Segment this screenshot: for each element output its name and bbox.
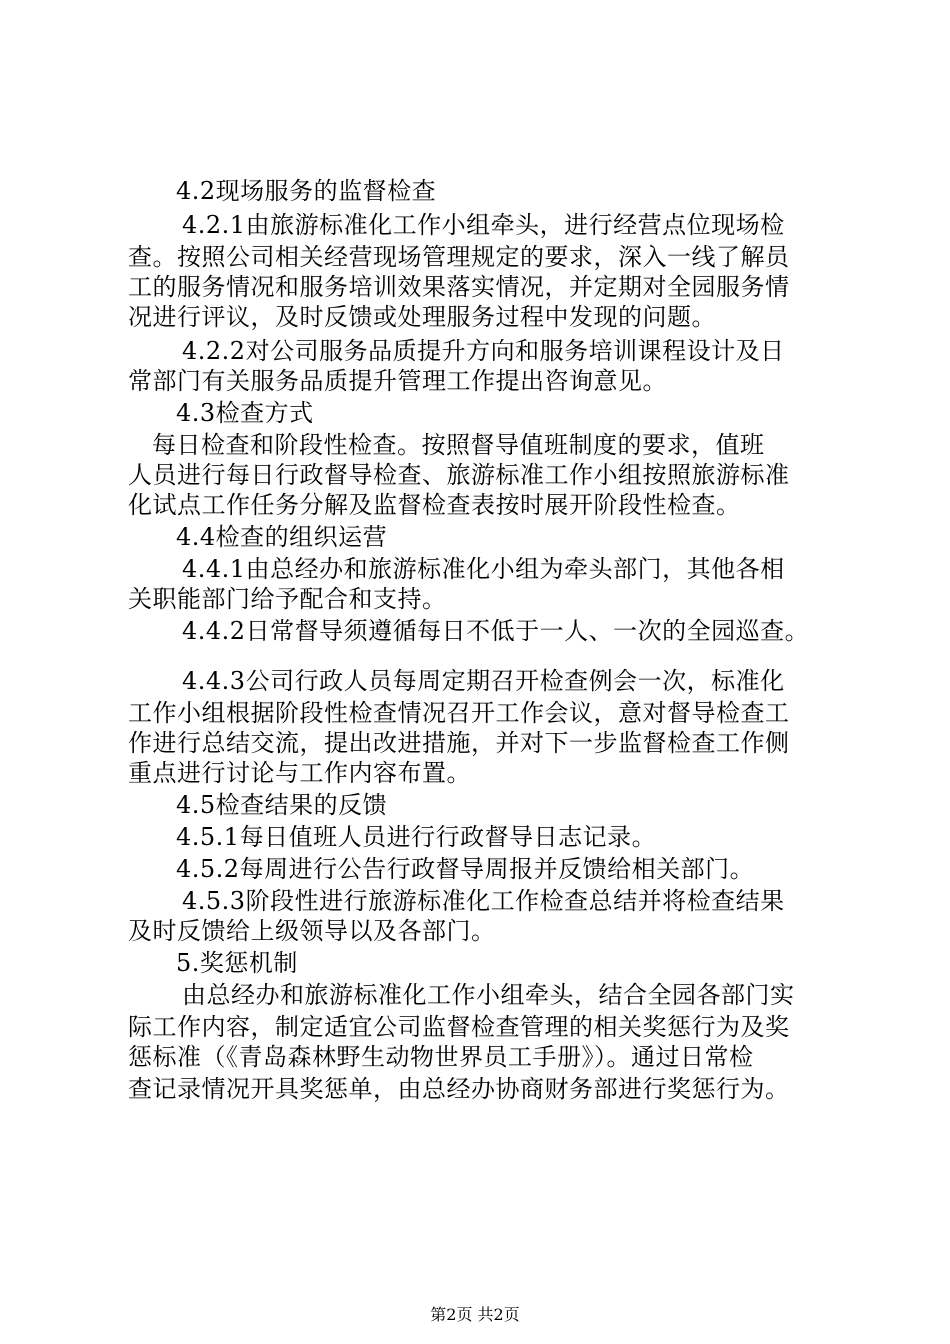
text-line: 化试点工作任务分解及监督检查表按时展开阶段性检查。 [128, 491, 741, 519]
text-line: 4.3检查方式 [176, 399, 314, 427]
text-line: 及时反馈给上级领导以及各部门。 [128, 917, 496, 945]
text-line: 况进行评议，及时反馈或处理服务过程中发现的问题。 [128, 303, 716, 331]
text-line: 际工作内容，制定适宜公司监督检查管理的相关奖惩行为及奖 [128, 1013, 790, 1041]
text-line: 由总经办和旅游标准化工作小组牵头，结合全园各部门实 [182, 981, 795, 1009]
text-line: 4.2.1由旅游标准化工作小组牵头，进行经营点位现场检 [182, 211, 785, 239]
text-line: 常部门有关服务品质提升管理工作提出咨询意见。 [128, 367, 667, 395]
text-line: 5.奖惩机制 [176, 949, 298, 977]
text-line: 4.4.3公司行政人员每周定期召开检查例会一次，标准化 [182, 667, 785, 695]
text-line: 4.4.1由总经办和旅游标准化小组为牵头部门，其他各相 [182, 555, 785, 583]
text-line: 4.4.2日常督导须遵循每日不低于一人、一次的全园巡查。 [182, 617, 810, 645]
text-line: 关职能部门给予配合和支持。 [128, 585, 447, 613]
text-line: 重点进行讨论与工作内容布置。 [128, 759, 471, 787]
text-line: 4.2现场服务的监督检查 [176, 177, 437, 205]
text-line: 4.5.1每日值班人员进行行政督导日志记录。 [176, 823, 657, 851]
text-line: 4.5.2每周进行公告行政督导周报并反馈给相关部门。 [176, 855, 755, 883]
text-line: 查。按照公司相关经营现场管理规定的要求，深入一线了解员 [128, 243, 790, 271]
page-footer: 第2页 共2页 [430, 1305, 520, 1324]
text-line: 4.5检查结果的反馈 [176, 791, 388, 819]
text-line: 4.2.2对公司服务品质提升方向和服务培训课程设计及日 [182, 337, 785, 365]
text-line: 惩标准（《青岛森林野生动物世界员工手册》）。通过日常检 [128, 1043, 754, 1071]
text-line: 每日检查和阶段性检查。按照督导值班制度的要求，值班 [152, 431, 765, 459]
text-line: 查记录情况开具奖惩单，由总经办协商财务部进行奖惩行为。 [128, 1075, 790, 1103]
text-line: 工的服务情况和服务培训效果落实情况，并定期对全园服务情 [128, 273, 790, 301]
text-line: 作进行总结交流，提出改进措施，并对下一步监督检查工作侧 [128, 729, 790, 757]
text-line: 人员进行每日行政督导检查、旅游标准工作小组按照旅游标准 [128, 461, 790, 489]
text-line: 4.4检查的组织运营 [176, 523, 388, 551]
text-line: 4.5.3阶段性进行旅游标准化工作检查总结并将检查结果 [182, 887, 785, 915]
text-line: 工作小组根据阶段性检查情况召开工作会议，意对督导检查工 [128, 699, 790, 727]
